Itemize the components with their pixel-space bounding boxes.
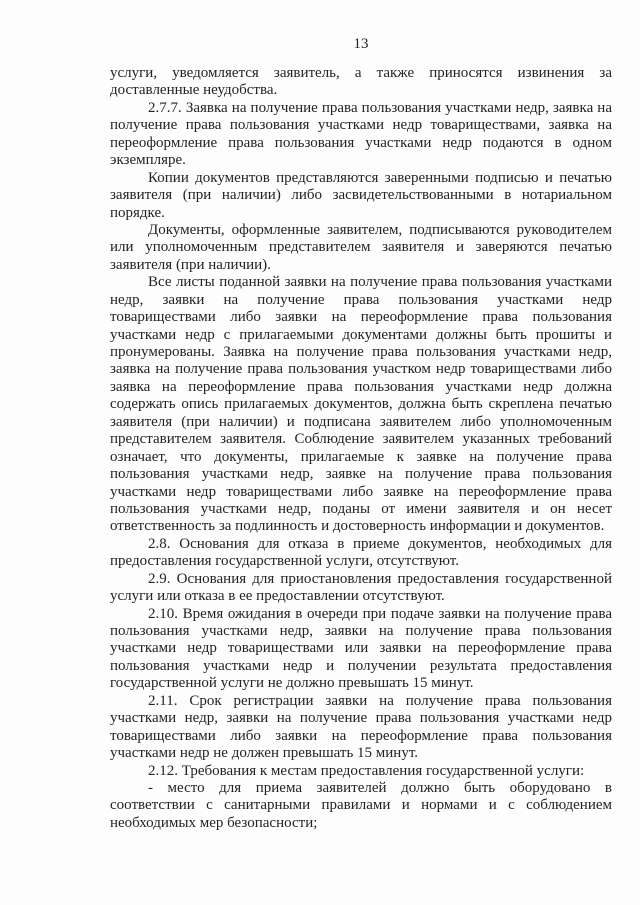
text-line	[110, 239, 612, 256]
text-line	[110, 117, 612, 134]
line-text: заявителя (при наличии) и подписана заявителем либо уполномоченным	[110, 413, 612, 430]
text-line	[110, 396, 612, 413]
text-line	[110, 623, 612, 640]
paragraph-documents-signing	[110, 222, 612, 274]
line-text: товариществами либо заявки на переоформление права пользования	[110, 309, 612, 326]
text-line	[110, 135, 612, 152]
line-text: участками недр товариществами или заявки на переоформление права	[110, 640, 612, 657]
list-item-reception-place	[110, 780, 612, 832]
line-text: заявка на получение права пользования участком недр товариществами либо	[110, 361, 612, 378]
line-text: переоформление права пользования участками недр подаются в одном	[110, 134, 612, 151]
line-text: участками недр товариществами либо заявке на переоформление права	[110, 483, 612, 500]
text-line	[148, 693, 612, 710]
text-line	[148, 780, 612, 797]
line-text: ответственность за подлинность и достоверность информации и документов.	[110, 518, 605, 535]
line-text: пользования участками недр, заявке на получение права пользования	[110, 466, 612, 483]
paragraph-2-9	[110, 571, 612, 606]
text-line	[110, 152, 612, 169]
line-text: означает, что документы, прилагаемые к заявке на получение права	[110, 448, 612, 465]
line-text: услуги, уведомляется заявитель, а также приносятся извинения за	[110, 65, 612, 81]
paragraph-2-7-7	[110, 100, 612, 170]
text-line	[148, 100, 612, 117]
line-text: заявителя (при наличии) либо засвидетельствованными в нотариальном	[110, 187, 612, 204]
line-text: заявка на переоформление права пользования участками недр должна	[110, 378, 612, 395]
line-text: участками недр, заявки на получение права пользования участками недр	[110, 710, 612, 727]
line-text: пользования участками недр, заявки на получение права пользования	[110, 623, 612, 639]
line-text: получение права пользования участками недр товариществами, заявка на	[110, 117, 612, 134]
text-line	[110, 292, 612, 309]
line-text: доставленные неудобства.	[110, 82, 278, 99]
line-text: товариществами либо заявки на переоформление права пользования	[110, 727, 612, 744]
line-text: 2.10. Время ожидания в очереди при подаче заявки на получение права	[148, 605, 612, 622]
text-line	[110, 449, 612, 466]
paragraph-all-sheets	[110, 274, 612, 536]
text-line	[110, 675, 612, 692]
line-text: недр, заявки на получение права пользования участками недр	[110, 291, 612, 308]
line-text: - место для приема заявителей должно быть оборудовано в	[148, 779, 612, 796]
line-text: порядке.	[110, 204, 165, 221]
line-text: Все листы поданной заявки на получение права пользования участками	[148, 274, 612, 291]
text-line	[110, 187, 612, 204]
text-line	[148, 606, 612, 623]
line-text: пользования участками недр и получении результата предоставления	[110, 657, 612, 674]
text-line	[110, 797, 612, 814]
line-text: 2.12. Требования к местам предоставления государственной услуги:	[148, 762, 585, 779]
line-text: Документы, оформленные заявителем, подписываются руководителем	[148, 221, 612, 238]
line-text: экземпляре.	[110, 152, 186, 169]
text-line	[110, 344, 612, 361]
text-line	[148, 274, 612, 291]
text-line	[148, 170, 612, 187]
line-text: соответствии с санитарными правилами и нормами и с соблюдением	[110, 797, 612, 814]
text-line	[148, 571, 612, 588]
line-text: 2.11. Срок регистрации заявки на получение права пользования	[148, 692, 612, 709]
line-text: пронумерованы. Заявка на получение права пользования участками недр,	[110, 344, 612, 360]
line-text: 2.7.7. Заявка на получение права пользования участками недр, заявка на	[148, 99, 612, 116]
paragraph-2-8	[110, 536, 612, 571]
line-text: участками недр не должен превышать 15 минут.	[110, 745, 419, 762]
text-line	[110, 588, 612, 605]
text-line	[110, 466, 612, 483]
text-line	[110, 205, 612, 222]
line-text: заявителя (при наличии).	[110, 256, 271, 273]
line-text: государственной услуги не должно превышать 15 минут.	[110, 675, 474, 692]
text-line	[110, 309, 612, 326]
document-body	[110, 65, 612, 832]
text-line	[110, 745, 612, 762]
text-line	[110, 728, 612, 745]
text-line	[110, 414, 612, 431]
text-line	[148, 536, 612, 553]
text-line	[110, 710, 612, 727]
line-text: необходимых мер безопасности;	[110, 814, 318, 831]
text-line	[110, 815, 612, 832]
line-text: 2.8. Основания для отказа в приеме документов, необходимых для	[148, 535, 612, 552]
text-line	[110, 257, 612, 274]
line-text: содержать опись прилагаемых документов, должна быть скреплена печатью	[110, 396, 612, 413]
text-line	[110, 501, 612, 518]
text-line	[110, 327, 612, 344]
paragraph-2-11	[110, 693, 612, 763]
text-line	[110, 65, 612, 82]
text-line	[110, 484, 612, 501]
paragraph-document-copies	[110, 170, 612, 222]
line-text: или уполномоченным представителем заявителя и заверяются печатью	[110, 239, 612, 256]
text-line	[148, 763, 612, 780]
text-line	[148, 222, 612, 239]
text-line	[110, 379, 612, 396]
line-text: участками недр с прилагаемыми документами должны быть прошиты и	[110, 326, 612, 343]
text-line	[110, 553, 612, 570]
paragraph-2-12	[110, 763, 612, 780]
text-line	[110, 82, 612, 99]
text-line	[110, 431, 612, 448]
text-line	[110, 658, 612, 675]
line-text: услуги или отказа в ее предоставлении отсутствуют.	[110, 588, 445, 605]
line-text: пользования участками недр, поданы от имени заявителя и он несет	[110, 500, 612, 517]
paragraph-continuation	[110, 65, 612, 100]
paragraph-2-10	[110, 606, 612, 693]
text-line	[110, 361, 612, 378]
line-text: Копии документов представляются заверенными подписью и печатью	[148, 169, 612, 186]
line-text: 2.9. Основания для приостановления предоставления государственной	[148, 570, 612, 587]
text-line	[110, 640, 612, 657]
line-text: представителем заявителя. Соблюдение заявителем указанных требований	[110, 431, 612, 448]
line-text: предоставления государственной услуги, отсутствуют.	[110, 553, 459, 570]
page-number: 13	[353, 36, 369, 52]
text-line	[110, 518, 612, 535]
